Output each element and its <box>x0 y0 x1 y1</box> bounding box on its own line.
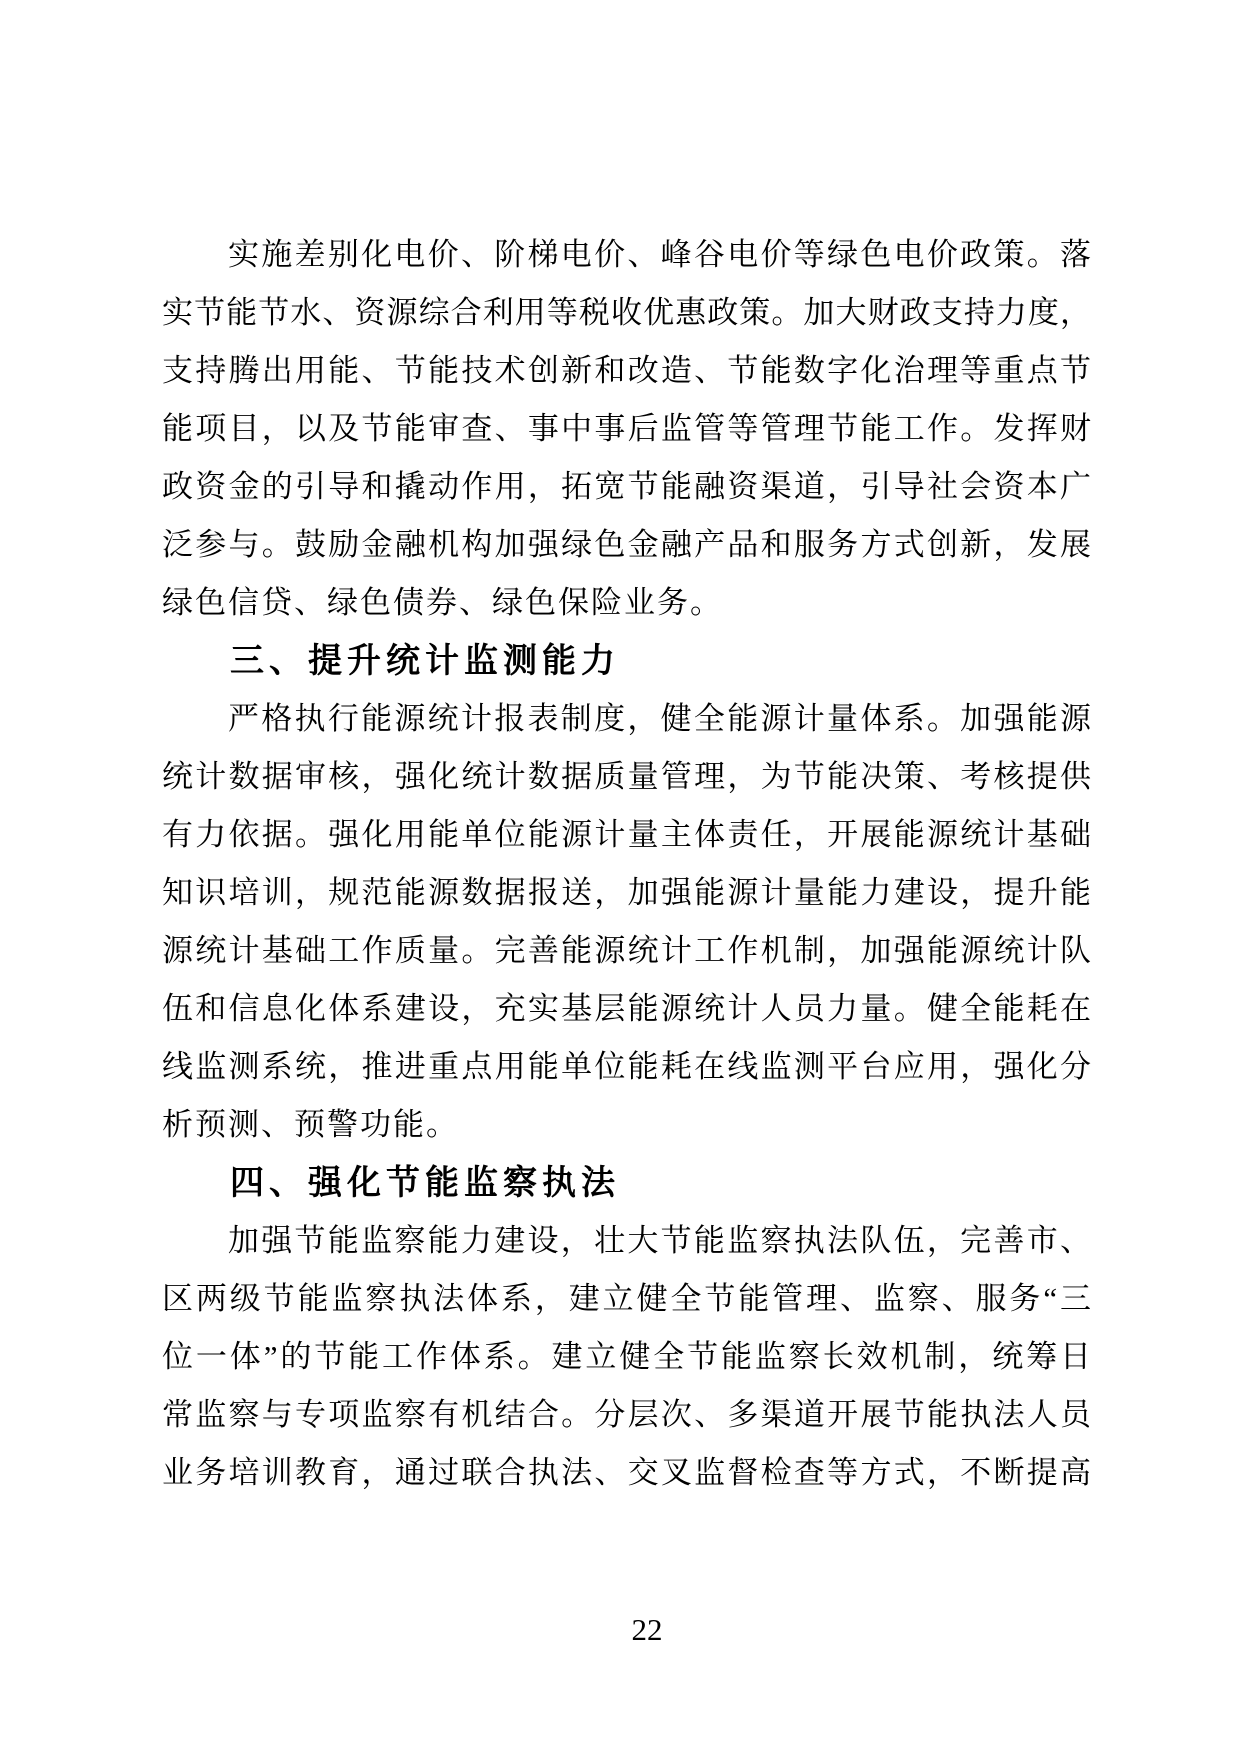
section-heading-statistics-monitoring: 三、提升统计监测能力 <box>230 642 620 680</box>
paragraph-line: 政资金的引导和撬动作用，拓宽节能融资渠道，引导社会资本广 <box>162 469 1092 504</box>
paragraph-line: 区两级节能监察执法体系，建立健全节能管理、监察、服务“三 <box>162 1281 1092 1316</box>
paragraph-line: 位一体”的节能工作体系。建立健全节能监察长效机制，统筹日 <box>162 1339 1092 1374</box>
paragraph-line: 能项目，以及节能审查、事中事后监管等管理节能工作。发挥财 <box>162 411 1092 446</box>
document-body <box>162 226 1092 1502</box>
paragraph-line: 常监察与专项监察有机结合。分层次、多渠道开展节能执法人员 <box>162 1397 1092 1432</box>
paragraph-line: 实施差别化电价、阶梯电价、峰谷电价等绿色电价政策。落 <box>228 237 1092 272</box>
section-heading-energy-inspection: 四、强化节能监察执法 <box>230 1164 620 1202</box>
paragraph-line: 知识培训，规范能源数据报送，加强能源计量能力建设，提升能 <box>162 875 1092 910</box>
paragraph-line: 泛参与。鼓励金融机构加强绿色金融产品和服务方式创新，发展 <box>162 527 1092 562</box>
paragraph-line: 实节能节水、资源综合利用等税收优惠政策。加大财政支持力度， <box>162 295 1092 330</box>
paragraph-line: 有力依据。强化用能单位能源计量主体责任，开展能源统计基础 <box>162 817 1092 852</box>
paragraph-line: 源统计基础工作质量。完善能源统计工作机制，加强能源统计队 <box>162 933 1092 968</box>
paragraph-line: 业务培训教育，通过联合执法、交叉监督检查等方式，不断提高 <box>162 1455 1092 1490</box>
paragraph-line: 支持腾出用能、节能技术创新和改造、节能数字化治理等重点节 <box>162 353 1092 388</box>
paragraph-line: 绿色信贷、绿色债券、绿色保险业务。 <box>162 585 723 620</box>
paragraph-line: 析预测、预警功能。 <box>162 1107 459 1142</box>
page-number: 22 <box>631 1612 663 1647</box>
paragraph-line: 线监测系统，推进重点用能单位能耗在线监测平台应用，强化分 <box>162 1049 1092 1084</box>
paragraph-line: 统计数据审核，强化统计数据质量管理，为节能决策、考核提供 <box>162 759 1092 794</box>
paragraph-line: 加强节能监察能力建设，壮大节能监察执法队伍，完善市、 <box>228 1223 1092 1258</box>
paragraph-line: 伍和信息化体系建设，充实基层能源统计人员力量。健全能耗在 <box>162 991 1092 1026</box>
paragraph-line: 严格执行能源统计报表制度，健全能源计量体系。加强能源 <box>228 701 1092 736</box>
